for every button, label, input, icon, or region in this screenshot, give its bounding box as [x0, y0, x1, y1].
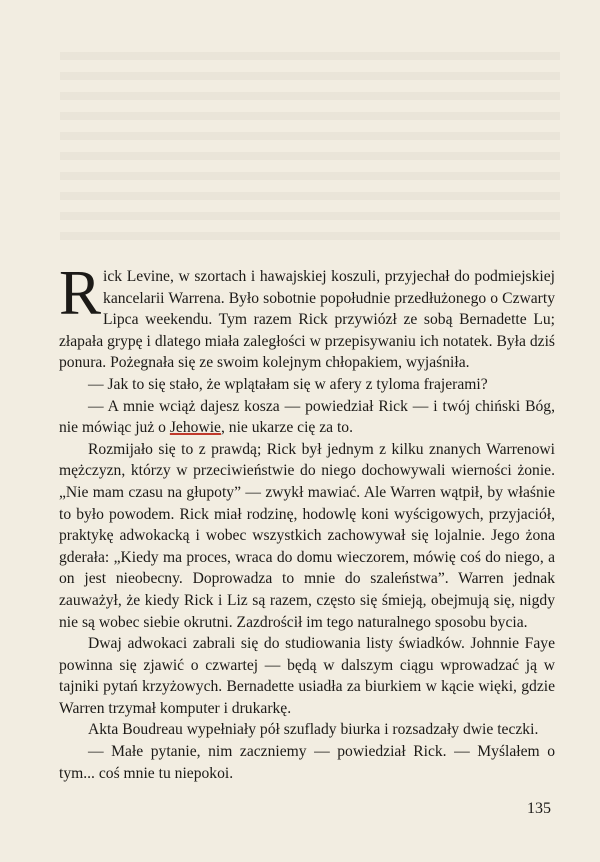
paragraph-6: Akta Boudreau wypełniały pół szuflady biurka i rozsadzały dwie teczki.	[88, 721, 539, 739]
paragraph-3-text-a: — A mnie wciąż dajesz kosza — powiedział Rick — i twój chiński Bóg, nie mówiąc już o	[59, 397, 555, 437]
paragraph-7: — Małe pytanie, nim zaczniemy — powiedział Rick. — Myślałem o tym... coś mnie tu niepokoi.	[59, 743, 555, 782]
paragraph-2: — Jak to się stało, że wplątałam się w afery z tyloma frajerami?	[88, 375, 488, 393]
paragraph-5: Dwaj adwokaci zabrali się do studiowania listy świadków. Johnnie Faye powinna się zjawić o czwartej — będą w dalszym ciągu wprowadzać ją w tajniki pytań krzyżowych. Bernadette usiadła za biurkiem w kącie więki, gdzie Warren trzymał komputer i drukarkę.	[59, 635, 555, 717]
show-through-text	[60, 40, 560, 250]
paragraph-3-text-b: , nie ukarze cię za to.	[220, 419, 354, 437]
paragraph-4: Rozmijało się to z prawdą; Rick był jednym z kilku znanych Warrenowi mężczyzn, którzy w przeciwieństwie do niego dochowywali wierności żonie. „Nie mam czasu na głupoty” — zwykł mawiać. Ale Warren wątpił, by właśnie to było powodem. Rick miał rodzinę, hodowlę koni wyścigowych, przyjaciół, praktykę adwokacką i wobec wszystkich zachowywał się lojalnie. Jego żona gderała: „Kiedy ma proces, wraca do domu wieczorem, mówię coś do niego, a on jest nieobecny. Doprowadza to mnie do szaleństwa”. Warren jednak zauważył, że kiedy Rick i Liz są razem, często się śmieją, obejmują się, nigdy nie są wobec siebie okrutni. Zazdrościł im tego naturalnego sposobu bycia.	[59, 440, 555, 631]
drop-cap: R	[59, 258, 102, 328]
paragraph-1	[59, 258, 555, 374]
underlined-word: Jehowie	[169, 419, 221, 437]
body-text	[59, 258, 555, 784]
paragraph-1-text: ick Levine, w szortach i hawajskiej koszuli, przyjechał do podmiejskiej kancelarii Warrena. Było sobotnie popołudnie przedłużonego o Czwarty Lipca weekendu. Tym razem Rick przywiózł ze sobą Bernadette Lu; złapała grypę i dlatego miała zaległości w przepisywaniu ich notatek. Była dziś ponura. Pożegnała się ze swoim kolejnym chłopakiem, wyjaśniła.	[59, 268, 555, 372]
paragraph-3	[59, 396, 555, 439]
page-number: 135	[527, 800, 551, 817]
